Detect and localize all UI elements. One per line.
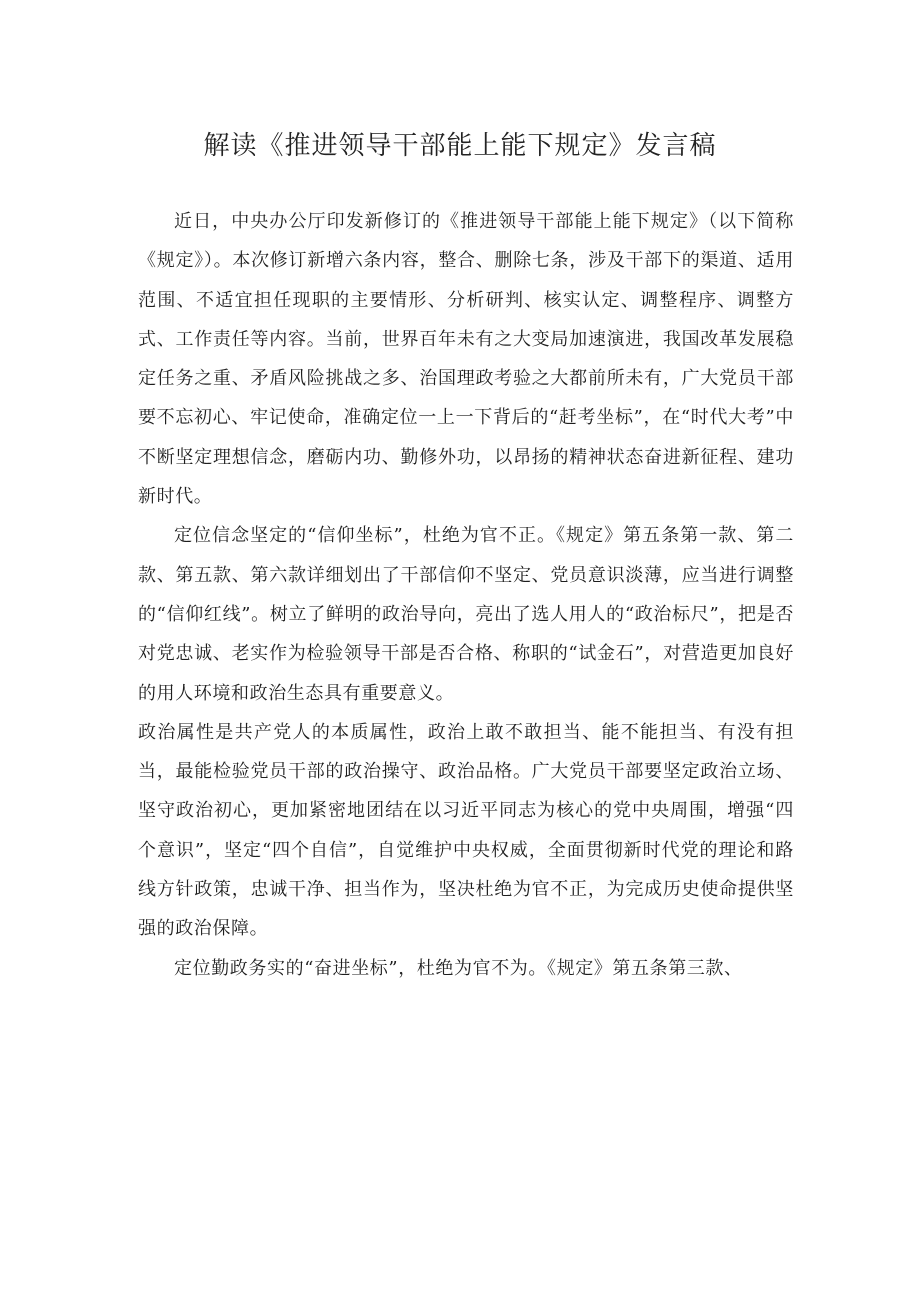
document-title: 解读《推进领导干部能上能下规定》发言稿: [203, 131, 717, 161]
paragraph-diligence-coordinate: 定位勤政务实的“奋进坐标”，杜绝为官不为。《规定》第五条第三款、: [174, 957, 743, 979]
paragraph-political-attribute: 政治属性是共产党人的本质属性，政治上敢不敢担当、能不能担当、有没有担当，最能检验党员干部的政治操守、政治品格。广大党员干部要坚定政治立场、坚守政治初心，更加紧密地团结在以习近平同志为核心的党中央周围，增强“四个意识”，坚定“四个自信”，自觉维护中央权威，全面贯彻新时代党的理论和路线方针政策，忠诚干净、担当作为，坚决杜绝为官不正，为完成历史使命提供坚强的政治保障。: [138, 721, 794, 940]
paragraph-intro: 近日，中央办公厅印发新修订的《推进领导干部能上能下规定》（以下简称《规定》）。本次修订新增六条内容，整合、删除七条，涉及干部下的渠道、适用范围、不适宜担任现职的主要情形、分析研判、核实认定、调整程序、调整方式、工作责任等内容。当前，世界百年未有之大变局加速演进，我国改革发展稳定任务之重、矛盾风险挑战之多、治国理政考验之大都前所未有，广大党员干部要不忘初心、牢记使命，准确定位一上一下背后的“赶考坐标”，在“时代大考”中不断坚定理想信念，磨砺内功、勤修外功，以昂扬的精神状态奋进新征程、建功新时代。: [138, 211, 794, 508]
paragraph-faith-coordinate: 定位信念坚定的“信仰坐标”，杜绝为官不正。《规定》第五条第一款、第二款、第五款、第六款详细划出了干部信仰不坚定、党员意识淡薄，应当进行调整的“信仰红线”。树立了鲜明的政治导向，亮出了选人用人的“政治标尺”，把是否对党忠诚、老实作为检验领导干部是否合格、称职的“试金石”，对营造更加良好的用人环境和政治生态具有重要意义。: [138, 525, 794, 704]
document-body: [138, 202, 794, 988]
